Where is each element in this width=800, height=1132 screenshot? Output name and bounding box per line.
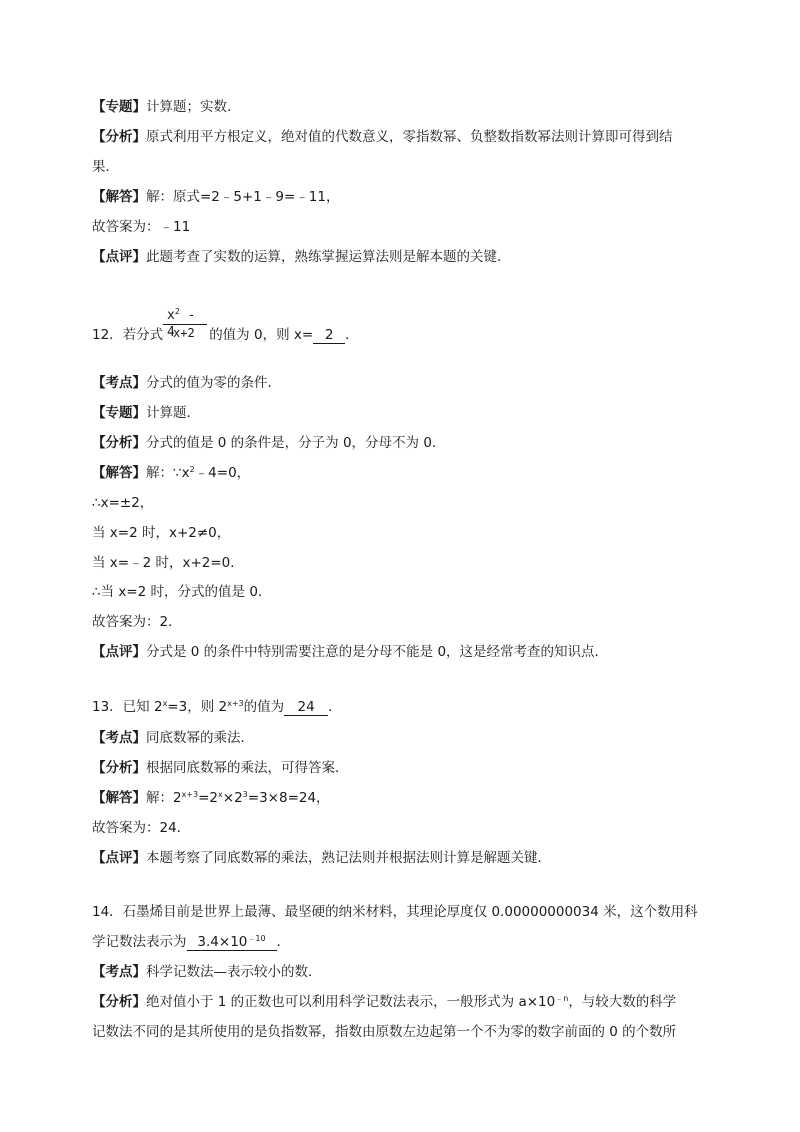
section-text: 同底数幂的乘法． bbox=[146, 730, 254, 746]
section-tag: 【解答】 bbox=[92, 790, 146, 806]
q13-question: 13．已知 $2^x=3$，则 $2^{x+3}$的值为 24 ． bbox=[92, 699, 342, 715]
section-text: 根据同底数幂的乘法，可得答案． bbox=[146, 760, 349, 776]
section-text: 故答案为：﹣11 bbox=[92, 219, 191, 235]
section-tag: 【分析】 bbox=[92, 994, 146, 1010]
q12-step: 当 x=2 时，x+2≠0， bbox=[92, 525, 231, 541]
q12-fenxi bbox=[92, 433, 445, 453]
q13-jieda: 【解答】解：$2^{x+3}=2^x\times 2^3=3\times 8=24$， bbox=[92, 790, 330, 806]
question-middle: 的值为 0，则 x= bbox=[209, 327, 314, 343]
section-tag: 【分析】 bbox=[92, 435, 146, 451]
answer-blank: 24 bbox=[284, 699, 328, 716]
answer-blank: 2 bbox=[313, 327, 345, 344]
q12-step: ∴x=±2， bbox=[92, 495, 154, 511]
q11-zhuanti bbox=[92, 97, 241, 117]
q11-fenxi-line2 bbox=[92, 157, 119, 177]
section-tag: 【考点】 bbox=[92, 730, 146, 746]
q12-kaodian bbox=[92, 373, 281, 393]
fraction-numerator: $x^2 - 4$ bbox=[167, 307, 196, 340]
section-tag: 【点评】 bbox=[92, 644, 146, 660]
section-tag: 【专题】 bbox=[92, 99, 146, 115]
q11-fenxi-line1 bbox=[92, 127, 673, 147]
q11-dianping bbox=[92, 247, 511, 267]
section-text: 计算题． bbox=[146, 405, 200, 421]
q12-question bbox=[92, 325, 359, 345]
section-tag: 【分析】 bbox=[92, 760, 146, 776]
section-text: 解：原式=2﹣5+1﹣9=﹣11， bbox=[146, 189, 340, 205]
section-text: 分式是 0 的条件中特别需要注意的是分母不能是 0，这是经常考查的知识点． bbox=[146, 644, 609, 660]
section-tag: 【点评】 bbox=[92, 850, 146, 866]
section-tag: 【解答】 bbox=[92, 189, 146, 205]
fraction-denominator: x+2 bbox=[173, 326, 195, 340]
section-tag: 【点评】 bbox=[92, 249, 146, 265]
question-prefix: 12．若分式 bbox=[92, 327, 164, 343]
q14-fenxi-line2: 记数法不同的是其所使用的是负指数幂，指数由原数左边起第一个不为零的数字前面的 0 的个数所 bbox=[92, 1024, 677, 1040]
section-text: 计算题；实数． bbox=[146, 99, 241, 115]
section-text: 本题考察了同底数幂的乘法，熟记法则并根据法则计算是解题关键． bbox=[146, 850, 551, 866]
q12-step: 当 x=﹣2 时，x+2=0． bbox=[92, 555, 244, 571]
q14-kaodian bbox=[92, 962, 322, 982]
q14-question-line2: 学记数法表示为 $3.4\times 10^{﹣10}$ ． bbox=[92, 934, 290, 950]
section-tag: 【专题】 bbox=[92, 405, 146, 421]
q14-question-line1: 14．石墨烯目前是世界上最薄、最坚硬的纳米材料，其理论厚度仅 0.00000000034 米，这个数用科 bbox=[92, 904, 698, 920]
section-tag: 【解答】 bbox=[92, 465, 146, 481]
section-tag: 【考点】 bbox=[92, 964, 146, 980]
q12-zhuanti bbox=[92, 403, 200, 423]
section-text: 果． bbox=[92, 159, 119, 175]
section-tag: 【考点】 bbox=[92, 375, 146, 391]
q14-fenxi-line1: 【分析】绝对值小于 1 的正数也可以利用科学记数法表示，一般形式为 $a\times 10^{﹣n}$，与较大数的科学 bbox=[92, 994, 677, 1010]
exponent: 2 bbox=[189, 465, 195, 474]
q12-step: ∴当 x=2 时，分式的值是 0． bbox=[92, 584, 272, 600]
q12-jieda bbox=[92, 463, 250, 483]
section-text: 此题考查了实数的运算，熟练掌握运算法则是解本题的关键． bbox=[146, 249, 511, 265]
answer-blank: $3.4\times 10^{﹣10}$ bbox=[187, 934, 277, 951]
section-text: ﹣4=0， bbox=[194, 465, 251, 481]
section-text: 科学记数法—表示较小的数． bbox=[146, 964, 322, 980]
q12-answer-line: 故答案为：2． bbox=[92, 614, 182, 630]
q13-dianping bbox=[92, 848, 551, 868]
q11-answer-line bbox=[92, 217, 190, 237]
section-text: 分式的值为零的条件． bbox=[146, 375, 281, 391]
q13-kaodian bbox=[92, 728, 254, 748]
q11-jieda bbox=[92, 187, 339, 207]
section-text: 分式的值是 0 的条件是，分子为 0，分母不为 0． bbox=[146, 435, 446, 451]
q13-fenxi bbox=[92, 758, 349, 778]
section-text: 解：∵x bbox=[146, 465, 190, 481]
q12-dianping bbox=[92, 642, 608, 662]
question-suffix: ． bbox=[345, 327, 359, 343]
section-tag: 【分析】 bbox=[92, 129, 146, 145]
section-text: 原式利用平方根定义，绝对值的代数意义，零指数幂、负整数指数幂法则计算即可得到结 bbox=[146, 129, 673, 145]
q13-answer-line: 故答案为：24． bbox=[92, 820, 191, 836]
